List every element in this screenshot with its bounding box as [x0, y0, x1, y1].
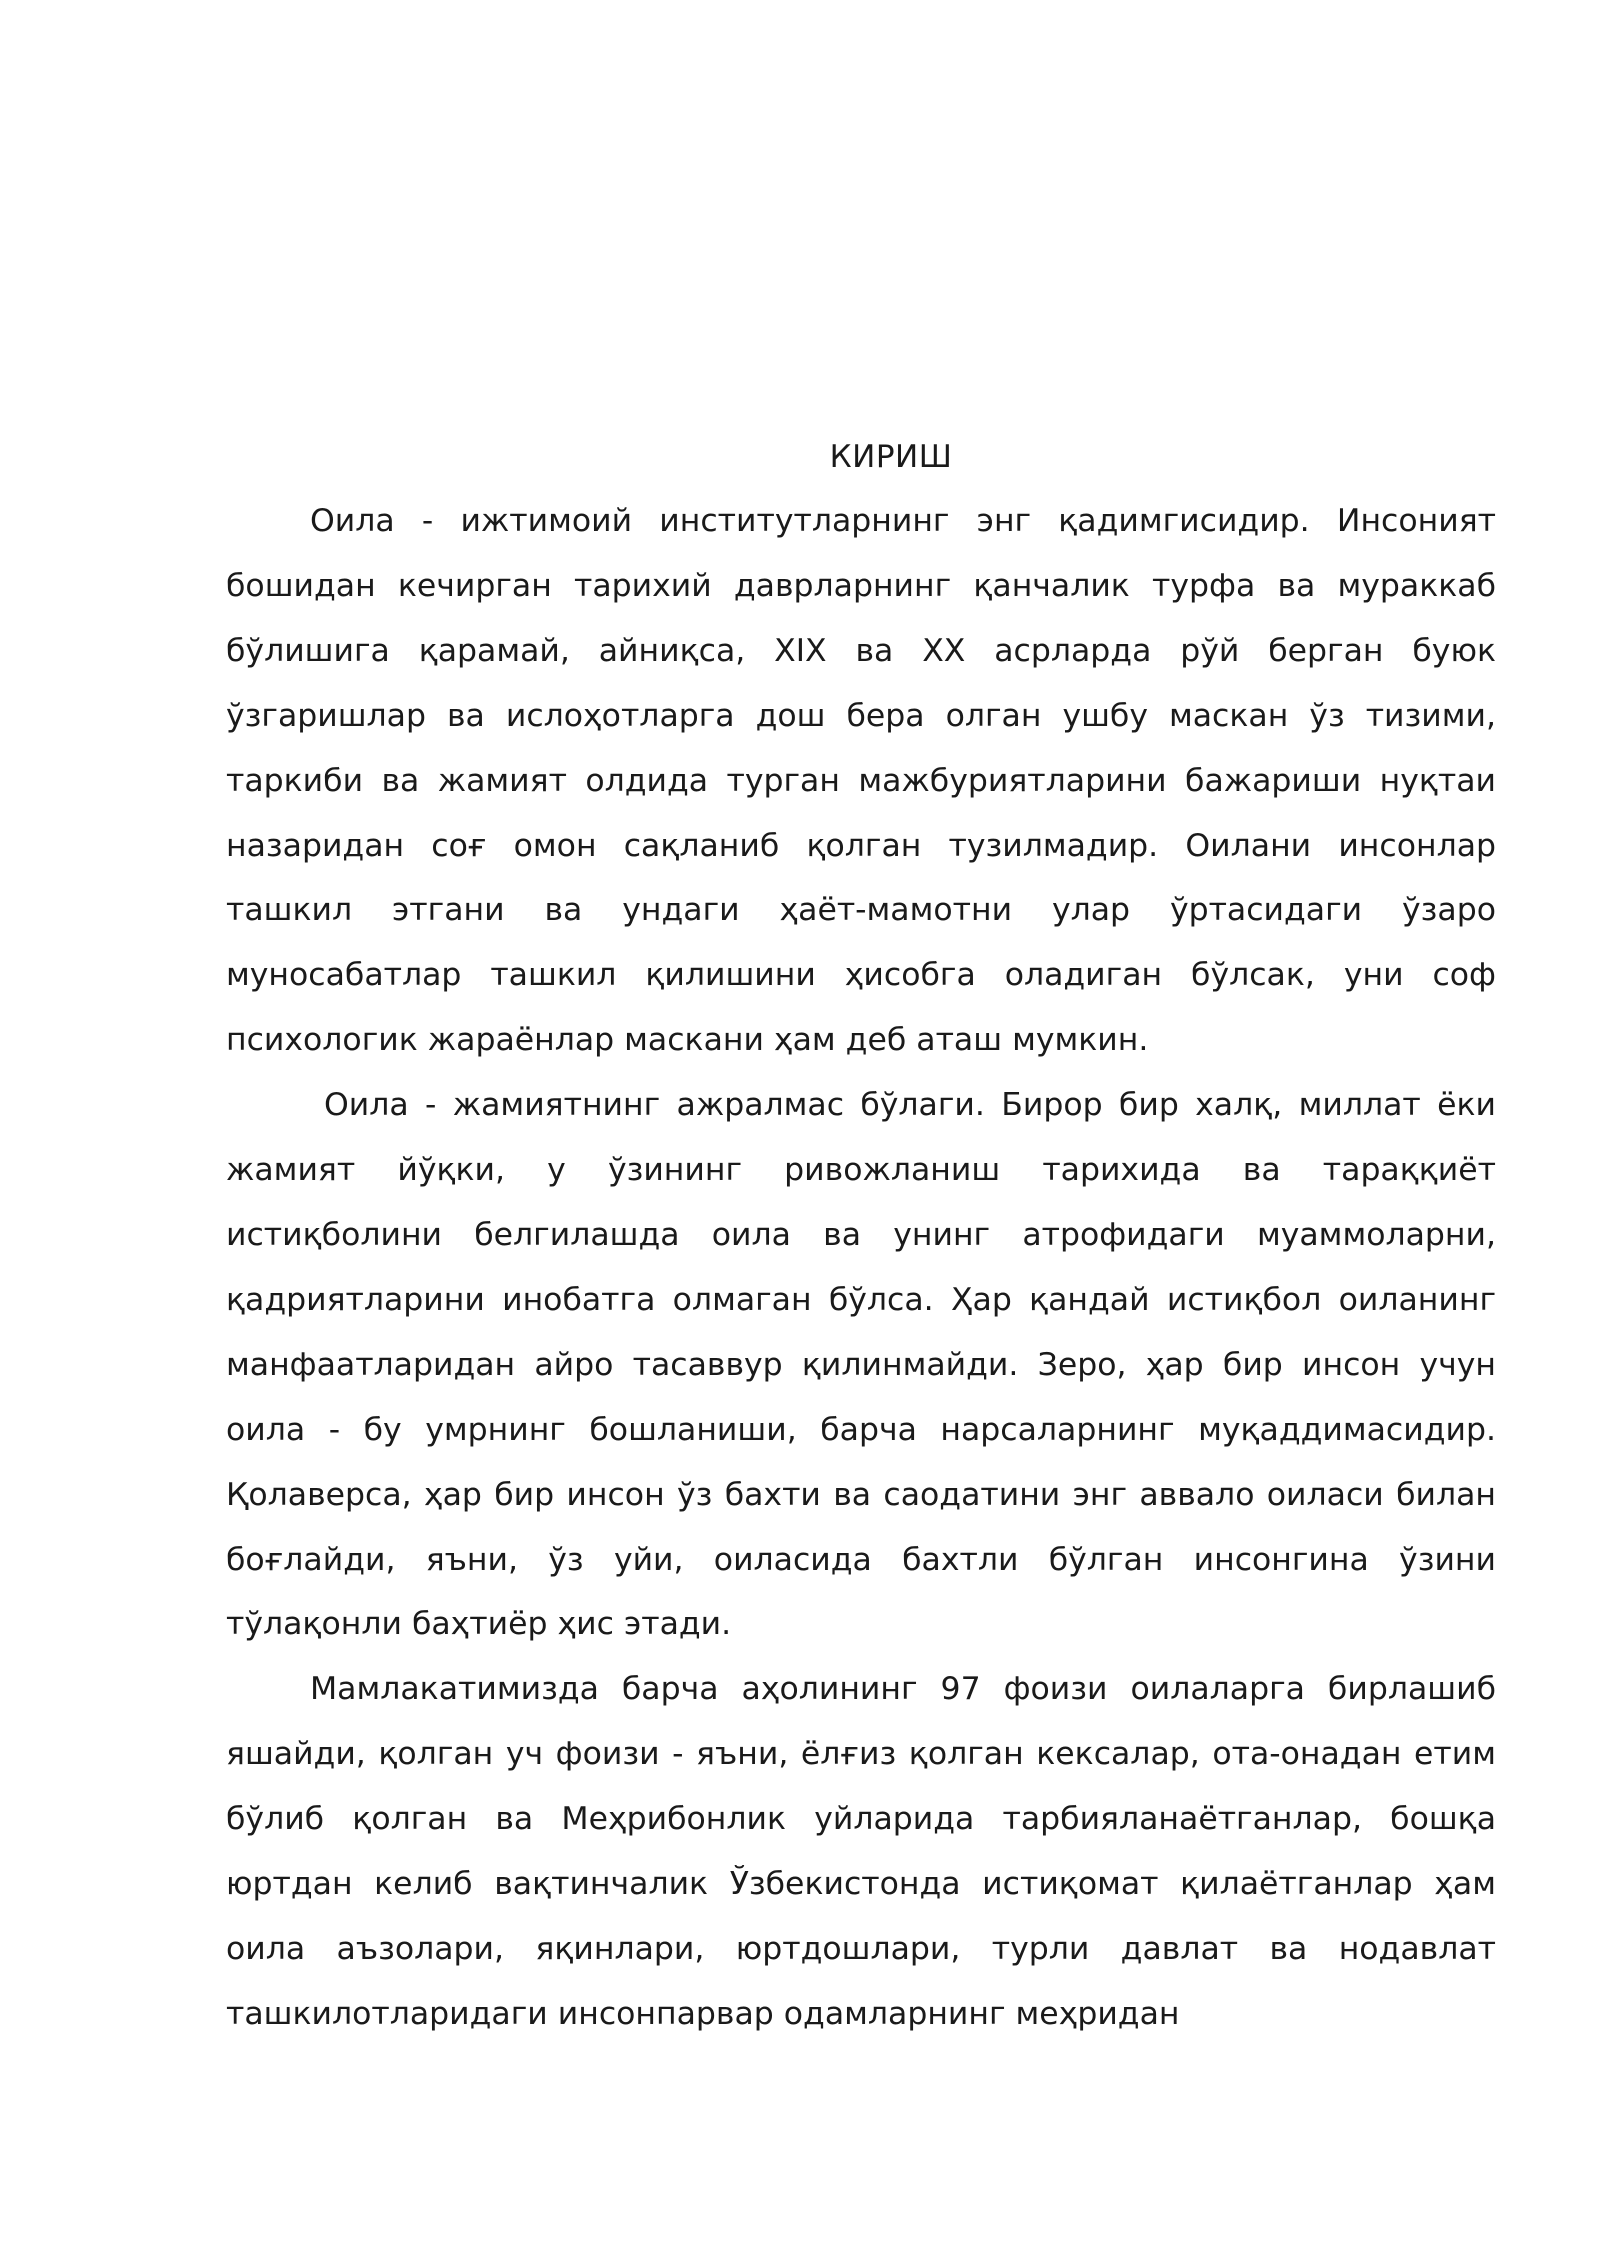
paragraph-1: Оила - ижтимоий институтларнинг энг қадимгисидир. Инсоният бошидан кечирган тарихий даврларнинг қанчалик турфа ва мураккаб бўлишига қарамай, айниқса, XIX ва XX асрларда рўй берган буюк ўзгаришлар ва ислоҳотларга дош бера олган ушбу маскан ўз тизими, таркиби ва жамият олдида турган мажбуриятларини бажариши нуқтаи назаридан соғ омон сақланиб қолган тузилмадир. Оилани инсонлар ташкил этгани ва ундаги ҳаёт-мамотни улар ўртасидаги ўзаро муносабатлар ташкил қилишини ҳисобга оладиган бўлсак, уни соф психологик жараёнлар маскани ҳам деб аташ мумкин. — [226, 503, 1496, 1059]
page-title: КИРИШ — [829, 439, 953, 475]
paragraph-2: Оила - жамиятнинг ажралмас бўлаги. Бирор бир халқ, миллат ёки жамият йўқки, у ўзининг ривожланиш тарихида ва тараққиёт истиқболини белгилашда оила ва унинг атрофидаги муаммоларни, қадриятларини инобатга олмаган бўлса. Ҳар қандай истиқбол оиланинг манфаатларидан айро тасаввур қилинмайди. Зеро, ҳар бир инсон учун оила - бу умрнинг бошланиши, барча нарсаларнинг муқаддимасидир. Қолаверса, ҳар бир инсон ўз бахти ва саодатини энг аввало оиласи билан боғлайди, яъни, ўз уйи, оиласида бахтли бўлган инсонгина ўзини тўлақонли баҳтиёр ҳис этади. — [226, 1087, 1496, 1643]
paragraph-3: Мамлакатимизда барча аҳолининг 97 фоизи оилаларга бирлашиб яшайди, қолган уч фоизи - яъни, ёлғиз қолган кексалар, ота-онадан етим бўлиб қолган ва Меҳрибонлик уйларида тарбияланаётганлар, бошқа юртдан келиб вақтинчалик Ўзбекистонда истиқомат қилаётганлар ҳам оила аъзолари, яқинлари, юртдошлари, турли давлат ва нодавлат ташкилотларидаги инсонпарвар одамларнинг меҳридан — [226, 1671, 1496, 2032]
document-body — [226, 425, 1496, 2047]
